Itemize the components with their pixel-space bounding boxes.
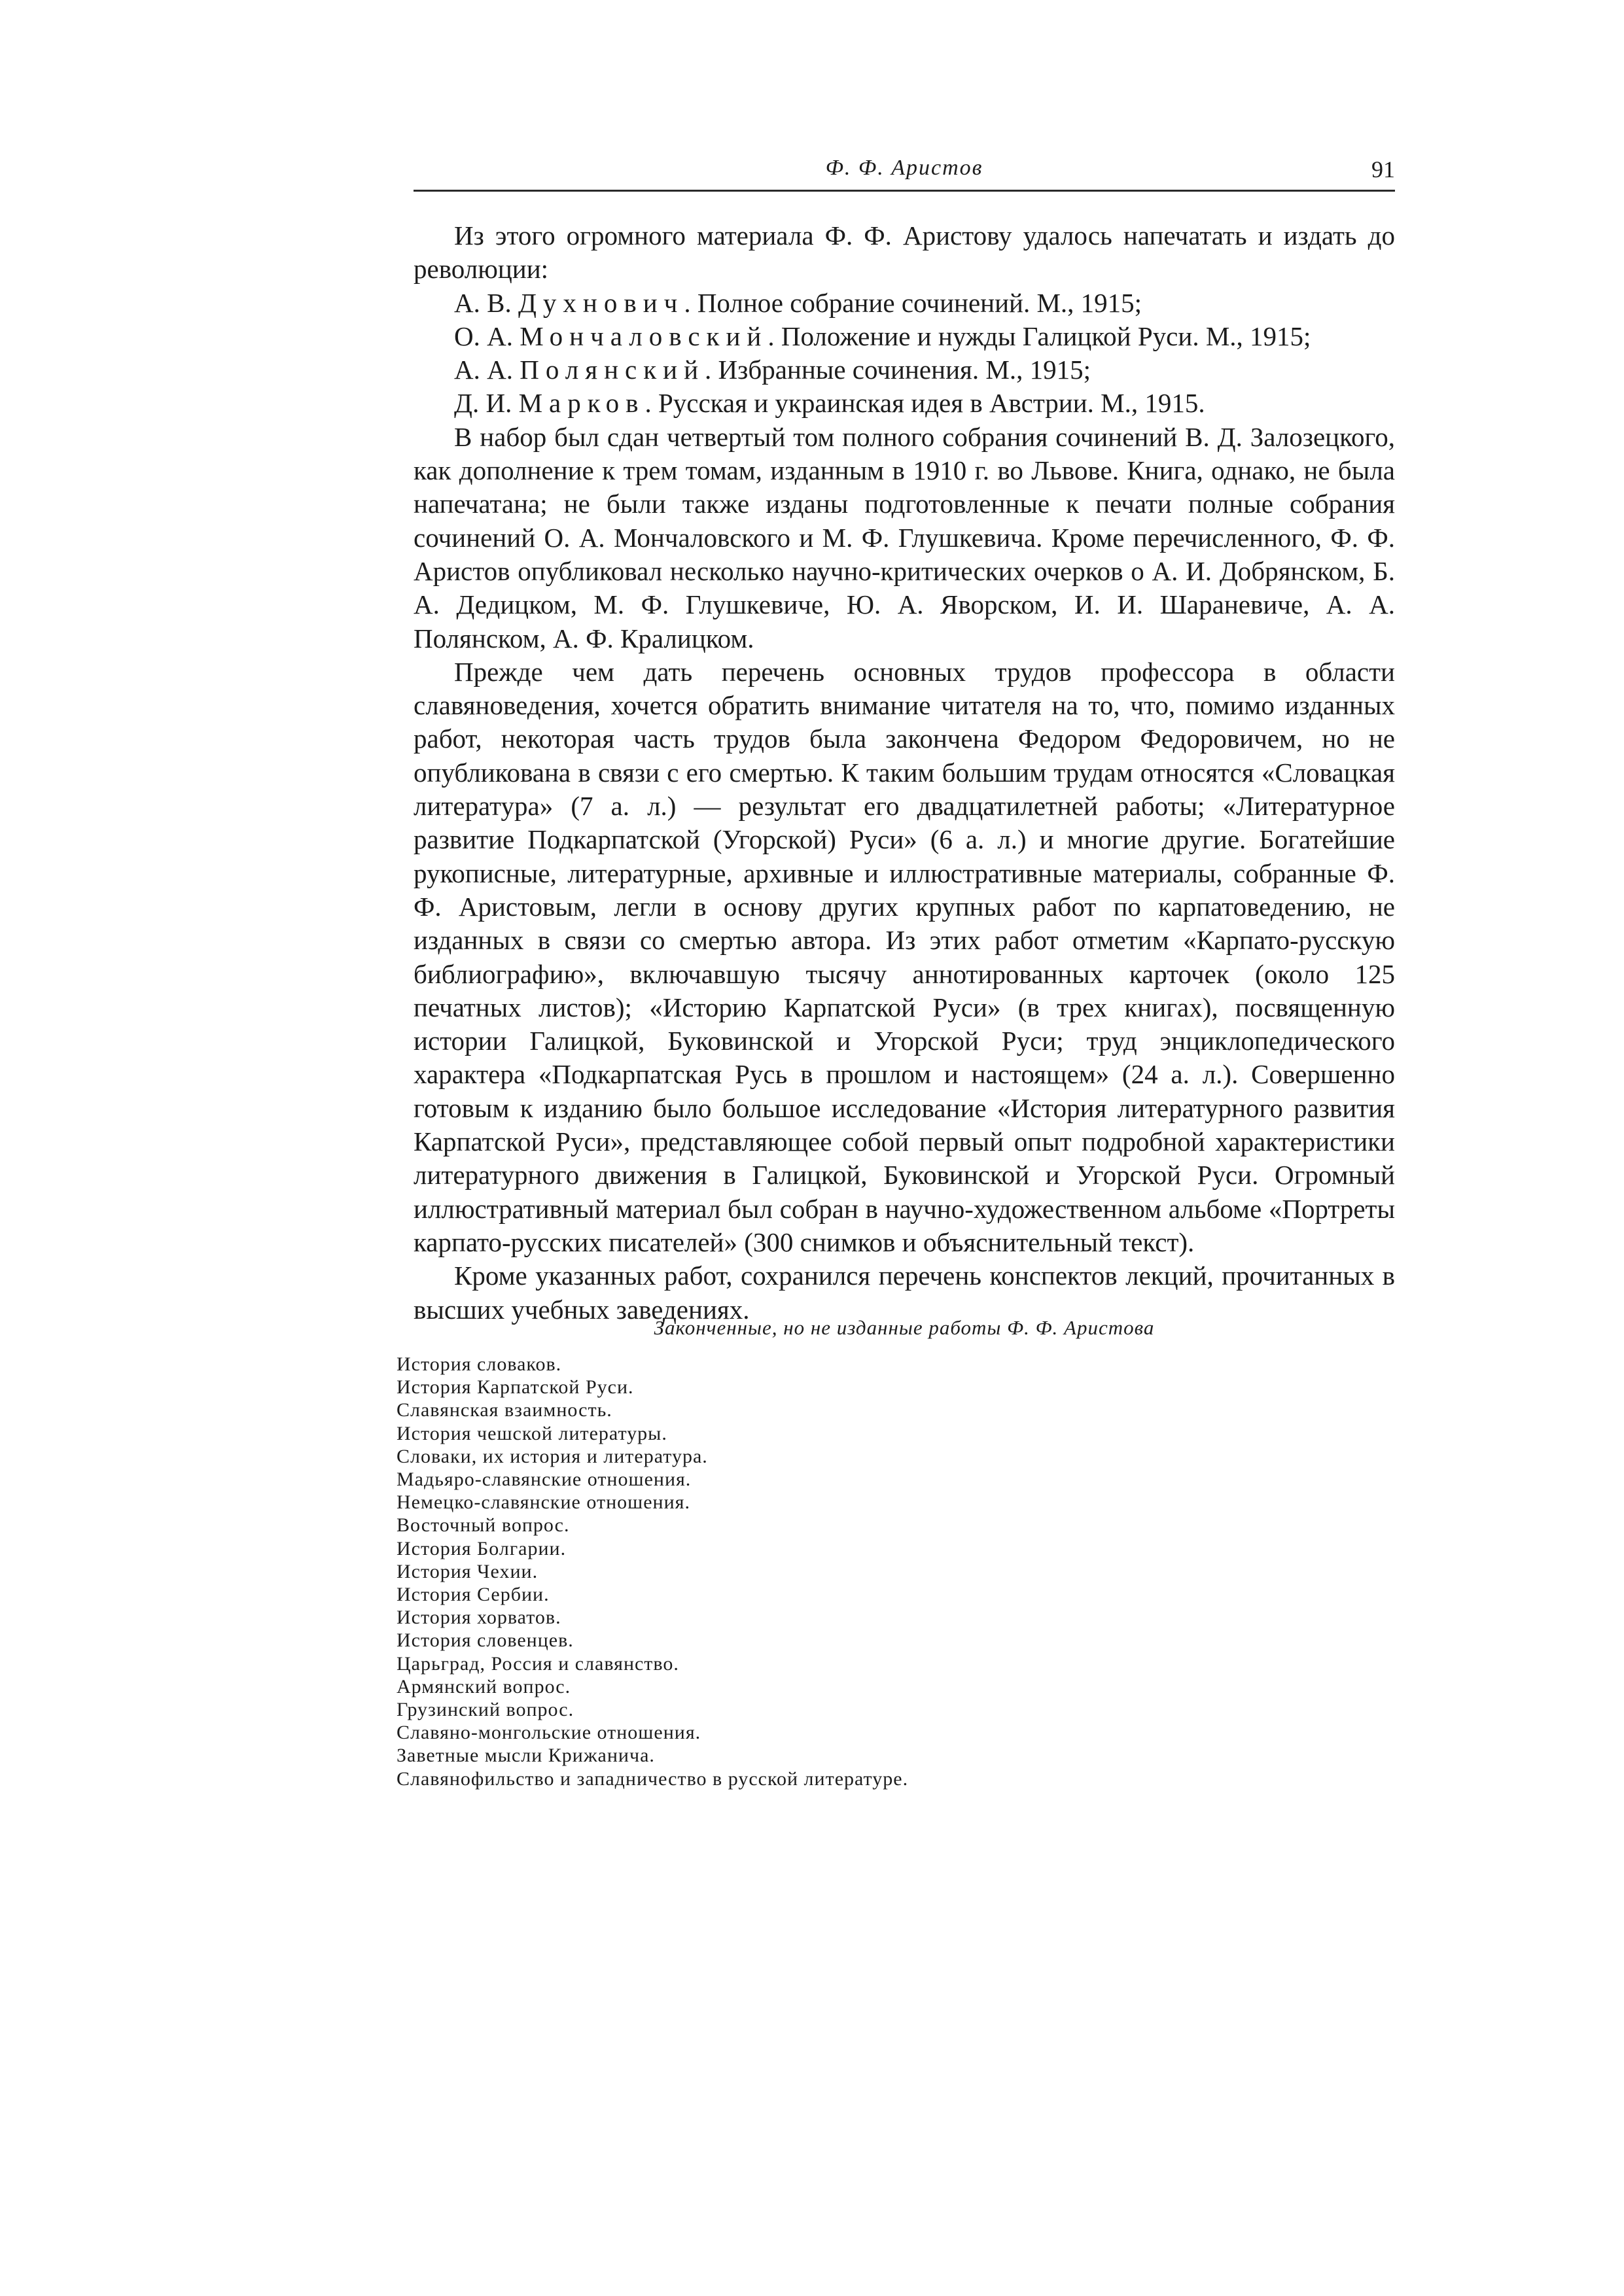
list-item: Славянская взаимность. [397,1399,612,1421]
publication-title: . Избранные сочинения. М., 1915; [705,355,1091,385]
list-item: Грузинский вопрос. [397,1699,574,1721]
list-item: История словаков. [397,1353,562,1375]
list-item: Словаки, их история и литература. [397,1445,708,1467]
publication-title: . Русская и украинская идея в Австрии. М., 1915. [644,388,1205,419]
list-item: История Чехии. [397,1560,538,1582]
publication-author: Полянский [520,355,705,385]
works-list-heading: Законченные, но не изданные работы Ф. Ф. Аристова [654,1316,1155,1339]
publication-initials: А. А. [454,355,513,385]
publication-entry [414,320,1395,353]
list-item: Немецко-славянские отношения. [397,1491,690,1514]
publication-initials: А. В. [454,287,512,318]
page-number: 91 [1371,156,1395,183]
list-item: История Сербии. [397,1584,550,1606]
paragraph-unpublished-editions: В набор был сдан четвертый том полного собрания сочинений В. Д. Залозецкого, как дополнение к трем томам, изданным в 1910 г. во Львове. Книга, однако, не была напечатана; не были также изданы подготовленные к печати полные собрания сочинений О. А. Мончаловского и М. Ф. Глушкевича. Кроме перечисленного, Ф. Ф. Аристов опубликовал несколько научно-критических очерков о А. И. Добрянском, Б. А. Дедицком, М. Ф. Глушкевиче, Ю. А. Яворском, И. И. Шараневиче, А. А. Полянском, А. Ф. Кралицком. [414,421,1395,653]
publication-entry [414,353,1395,387]
publication-entry [414,287,1395,320]
list-item: Славяно-монгольские отношения. [397,1722,701,1744]
list-item: История чешской литературы. [397,1422,667,1444]
running-title: Ф. Ф. Аристов [825,156,983,180]
publication-title: . Положение и нужды Галицкой Руси. М., 1915; [768,321,1311,351]
publication-author: Духнович [518,287,684,318]
running-head [414,150,1395,192]
main-text [414,219,1395,1327]
intro-paragraph: Из этого огромного материала Ф. Ф. Аристову удалось напечатать и издать до революции: [414,220,1395,285]
publication-author: Мончаловский [520,321,768,351]
list-item: Мадьяро-славянские отношения. [397,1469,692,1491]
publication-initials: Д. И. [454,388,512,419]
list-item: История хорватов. [397,1607,561,1629]
paragraph-unfinished-works: Прежде чем дать перечень основных трудов профессора в области славяноведения, хочется обратить внимание читателя на то, что, помимо изданных работ, некоторая часть трудов была закончена Федором Федоровичем, но не опубликована в связи с его смертью. К таким большим трудам относятся «Словацкая литература» (7 а. л.) — результат его двадцатилетней работы; «Литературное развитие Подкарпатской (Угорской) Руси» (6 а. л.) и многие другие. Богатейшие рукописные, литературные, архивные и иллюстративные материалы, собранные Ф. Ф. Аристовым, легли в основу других крупных работ по карпатоведению, не изданных в связи со смертью автора. Из этих работ отметим «Карпато-русскую библиографию», включавшую тысячу аннотированных карточек (около 125 печатных листов); «Историю Карпатской Руси» (в трех книгах), посвященную истории Галицкой, Буковинской и Угорской Руси; труд энциклопедического характера «Подкарпатская Русь в прошлом и настоящем» (24 а. л.). Совершенно готовым к изданию было большое исследование «История литературного развития Карпатской Руси», представляющее собой первый опыт подробной характеристики литературного движения в Галицкой, Буковинской и Угорской Руси. Огромный иллюстративный материал был собран в научно-художественном альбоме «Портреты карпато-русских писателей» (300 снимков и объяснительный текст). [414,656,1395,1257]
publication-initials: О. А. [454,321,513,351]
list-item: История Болгарии. [397,1537,567,1559]
list-item: Восточный вопрос. [397,1514,570,1537]
publication-title: . Полное собрание сочинений. М., 1915; [684,287,1142,318]
list-item: История Карпатской Руси. [397,1376,634,1399]
paragraph-lecture-notes: Кроме указанных работ, сохранился перечень конспектов лекций, прочитанных в высших учебных заведениях. [414,1261,1395,1325]
list-item: Армянский вопрос. [397,1675,571,1697]
publication-author: Марков [518,388,645,419]
works-list [397,1353,1417,1790]
list-item: Заветные мысли Крижанича. [397,1745,655,1767]
list-item: История словенцев. [397,1629,574,1652]
publication-entry [414,387,1395,420]
list-item: Царьград, Россия и славянство. [397,1652,679,1675]
list-item: Славянофильство и западничество в русской литературе. [397,1767,909,1790]
